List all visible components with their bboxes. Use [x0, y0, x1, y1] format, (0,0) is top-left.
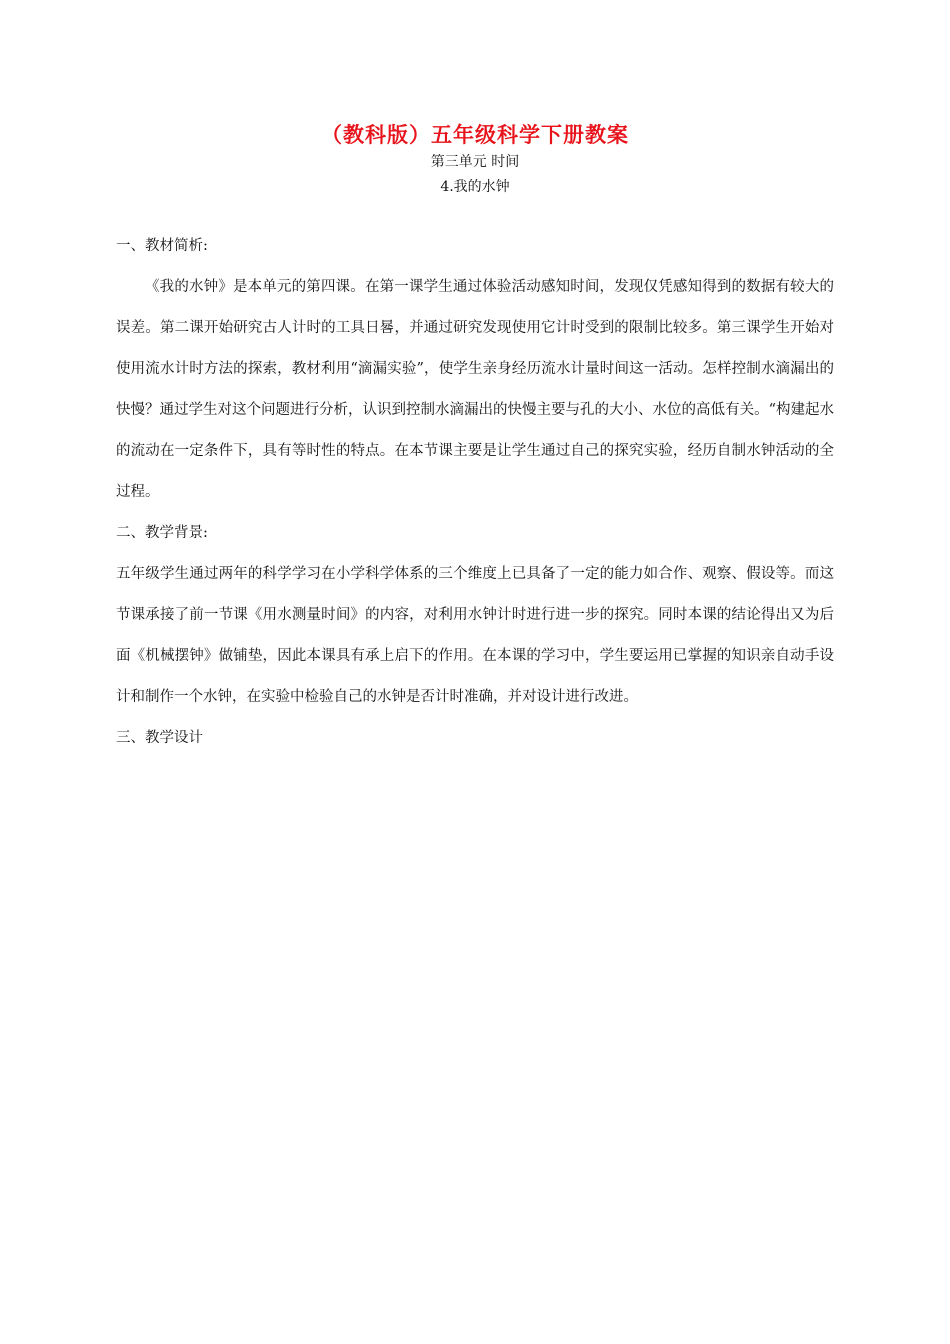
unit-title: 第三单元 时间	[430, 154, 520, 170]
section-heading-analysis: 一、教材简析:	[116, 238, 208, 254]
document-title: （教科版）五年级科学下册教案	[321, 122, 629, 147]
section-heading-background: 二、教学背景:	[116, 525, 208, 541]
section-heading-design: 三、教学设计	[116, 730, 203, 746]
lesson-title: 4.我的水钟	[440, 179, 510, 195]
section-paragraph-analysis: 《我的水钟》是本单元的第四课。在第一课学生通过体验活动感知时间，发现仅凭感知得到的数据有较大的误差。第二课开始研究古人计时的工具日晷，并通过研究发现使用它计时受到的限制比较多。第三课学生开始对使用流水计时方法的探索，教材利用“滴漏实验”，使学生亲身经历流水计量时间这一活动。怎样控制水滴漏出的快慢？通过学生对这个问题进行分析，认识到控制水滴漏出的快慢主要与孔的大小、水位的高低有关。“构建起水的流动在一定条件下，具有等时性的特点。在本节课主要是让学生通过自己的探究实验，经历自制水钟活动的全过程。	[116, 279, 834, 500]
document-body	[116, 226, 834, 759]
section-paragraph-background: 五年级学生通过两年的科学学习在小学科学体系的三个维度上已具备了一定的能力如合作、观察、假设等。而这节课承接了前一节课《用水测量时间》的内容，对利用水钟计时进行进一步的探究。同时本课的结论得出又为后面《机械摆钟》做铺垫，因此本课具有承上启下的作用。在本课的学习中，学生要运用已掌握的知识亲自动手设计和制作一个水钟，在实验中检验自己的水钟是否计时准确，并对设计进行改进。	[116, 566, 834, 705]
